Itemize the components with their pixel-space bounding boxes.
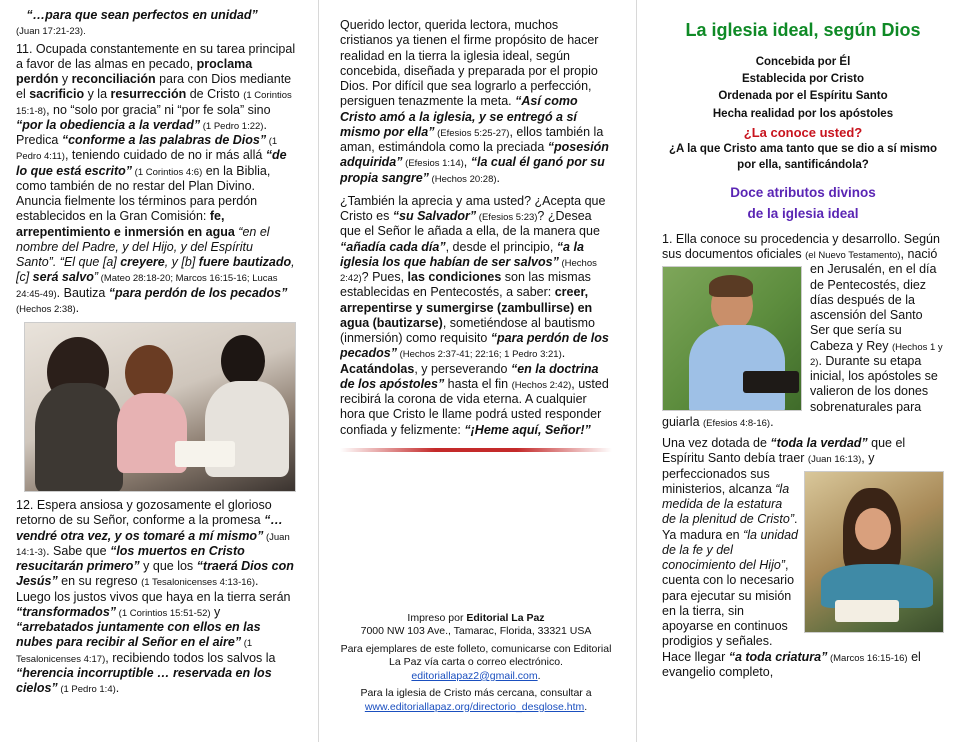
decorative-red-divider xyxy=(340,448,612,452)
man-reading-bible-photo xyxy=(662,266,802,411)
attributes-heading: Doce atributos divinos de la iglesia ideal xyxy=(730,185,876,221)
church-directory-link[interactable]: www.editoriallapaz.org/directorio_desglose.htm xyxy=(364,700,585,713)
publisher-info: Impreso por Editorial La Paz 7000 NW 103 Ave., Tamarac, Florida, 33321 USA Para ejemplares de este folleto, comunicarse con Editorial La Paz vía carta o correo electrónico. editoriallapaz2@gmail.com. Para la iglesia de Cristo más cercana, consultar a www.editoriallapaz.org/directorio_desglose.htm. xyxy=(340,612,612,713)
publisher-email-link[interactable]: editoriallapaz2@gmail.com xyxy=(411,669,538,682)
attribute-12-paragraph: 12. Espera ansiosa y gozosamente el glorioso retorno de su Señor, conforme a la promesa “…vendré otra vez, y os tomaré a mí mismo” (Juan 14:1-3). Sabe que “los muertos en Cristo resucitarán primero” y que los “traerá Dios con Jesús” en su regreso (1 Tesalonicenses 4:13-16). Luego los justos vivos que haya en la tierra serán “transformados” (1 Corintios 15:51-52) y “arrebatados juntamente con ellos en las nubes para recibir al Señor en el aire” (1 Tesalonicenses 4:17), recibiendo todos los salvos la “herencia incorruptible … reservada en los cielos” (1 Pedro 1:4). xyxy=(16,498,294,695)
column-right xyxy=(662,0,944,742)
students-studying-photo xyxy=(24,322,296,492)
woman-reading-bible-photo xyxy=(804,471,944,633)
column-divider-left xyxy=(318,0,319,742)
attribute-1-continued-paragraph: Una vez dotada de “toda la verdad” que el Espíritu Santo debía traer (Juan 16:13) , y perfeccionados sus ministerios, alcanza “la medida de la estatura de la plenitud de Cristo”. Ya madura en “la unidad de la fe y del conocimiento del Hijo”, cuenta con lo necesario para ejecutar su misión en la tierra, sin apoyarse en continuos prodigios y señales. Hace llegar “a toda criatura” (Marcos 16:15-16) el evangelio completo, xyxy=(662,436,944,680)
title-subheadings: Concebida por Él Establecida por Cristo Ordenada por el Espíritu Santo Hecha realidad por los apóstoles ¿La conoce usted? ¿A la que Cristo ama tanto que se dio a sí mismo por ella, santificándola? xyxy=(669,55,937,171)
column-divider-right xyxy=(636,0,637,742)
brochure-title: La iglesia ideal, según Dios xyxy=(685,20,921,40)
column-left xyxy=(16,0,296,742)
attribute-11-paragraph: 11. Ocupada constantemente en su tarea principal a favor de las almas en pecado, proclama perdón y reconciliación para con Dios mediante el sacrificio y la resurrección de Cristo (1 Corintios 15:1-8), no “solo por gracia” ni “por fe sola” sino “por la obediencia a la verdad” (1 Pedro 1:22). Predica “conforme a las palabras de Dios” (1 Pedro 4:11), teniendo cuidado de no ir más allá “de lo que está escrito” (1 Corintios 4:6) en la Biblia, como también de no restar del Plan Divino. Anuncia fielmente los términos para perdón establecidos en la Gran Comisión: fe, arrepentimiento e inmersión en agua “en el nombre del Padre, y del Hijo, y del Espíritu Santo”. “El que [a] creyere, y [b] fuere bautizado, [c] será salvo” (Mateo 28:18-20; Marcos 16:15-16; Lucas 24:45-49). Bautiza “para perdón de los pecados” (Hechos 2:38). xyxy=(16,41,296,315)
reader-intro-paragraph: Querido lector, querida lectora, muchos cristianos ya tienen el firme propósito de hacer realidad en la tierra la iglesia ideal, según concebida, diseñada y preparada por el propio Dios. Por difícil que sea lograrlo a perfección, persiguen tenazmente la meta. “Así como Cristo amó a la iglesia, y se entregó a sí mismo por ella” (Efesios 5:25-27), ellos también la aman, estimándola como la preciada “posesión adquirida” (Efesios 1:14), “la cual él ganó por su propia sangre” (Hechos 20:28). xyxy=(340,18,609,185)
opening-quote: “…para que sean perfectos en unidad” (Juan 17:21-23). xyxy=(16,8,258,38)
column-middle xyxy=(340,0,612,742)
invitation-paragraph: ¿También la aprecia y ama usted? ¿Acepta que Cristo es “su Salvador” (Efesios 5:23)? ¿Desea que el Señor le añada a ella, de la manera que “añadía cada día”, desde el principio, “a la iglesia los que habían de ser salvos” (Hechos 2:42)? Pues, las condiciones son las mismas establecidas en Pentecostés, a saber: creer, arrepentirse y sumergirse (zambullirse) en agua (bautizarse), sometiéndose al bautismo (inmersión) como requisito “para perdón de los pecados” (Hechos 2:37-41; 22:16; 1 Pedro 3:21). Acatándolas, y perseverando “en la doctrina de los apóstoles” hasta el fin (Hechos 2:42), usted recibirá la corona de vida eterna. A cualquier hora que Cristo le llame podrá usted responder confiada y felizmente: “¡Heme aquí, Señor!” xyxy=(340,193,609,437)
attribute-1-paragraph: 1. Ella conoce su procedencia y desarrollo. Según sus documentos oficiales (el Nuevo Testamento), nació en Jerusalén, en el día de Pentecostés, diez días después de la ascensión del Santo Ser que sería su Cabeza y Rey (Hechos 1 y 2). Durante su etapa inicial, los apóstoles se valieron de los dones sobrenaturales para guiarla (Efesios 4:8-16). xyxy=(662,231,943,429)
